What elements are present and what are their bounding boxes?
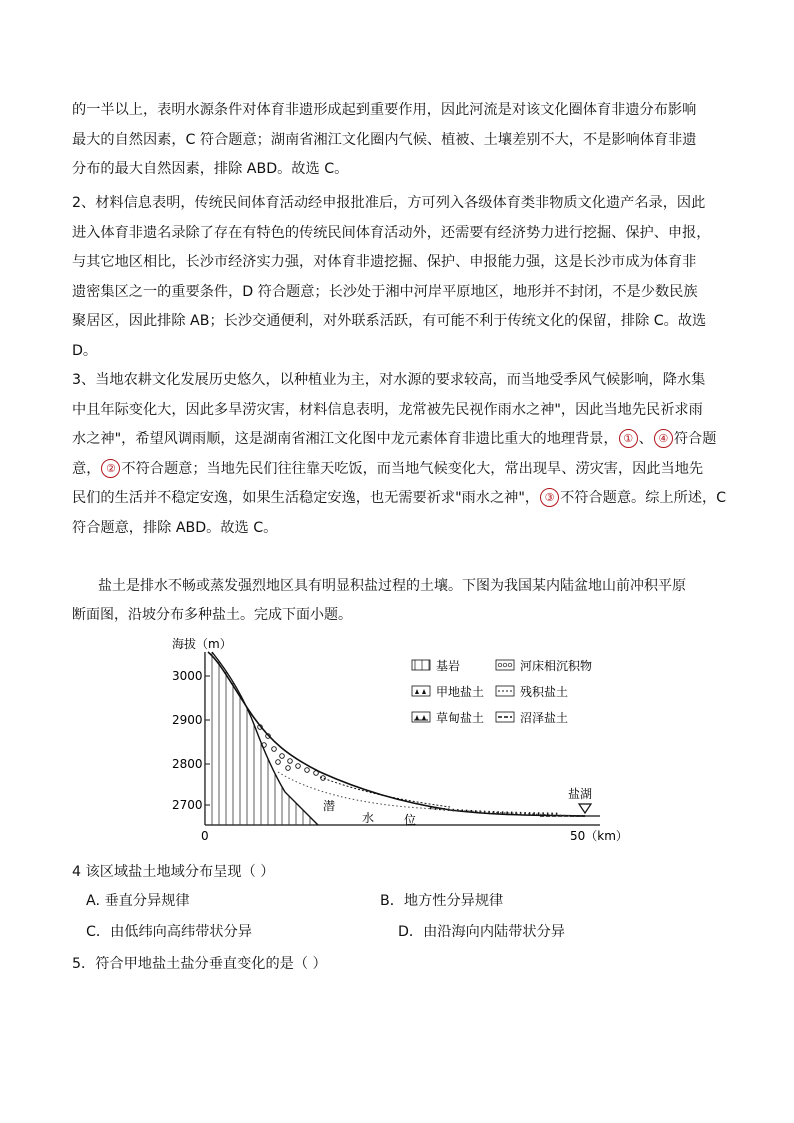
x-tick-label: 0 bbox=[201, 829, 209, 842]
option-a[interactable]: A. 垂直分异规律 bbox=[86, 893, 190, 909]
option-d[interactable]: D．由沿海向内陆带状分异 bbox=[398, 924, 565, 940]
text-line: 3、当地农耕文化发展历史悠久，以种植业为主，对水源的要求较高，而当地受季风气候影响，降水集 bbox=[72, 372, 706, 388]
y-tick-label: 2700 bbox=[172, 798, 203, 812]
text-span: 、 bbox=[638, 431, 653, 447]
legend-swatch-fluvial bbox=[496, 660, 514, 670]
circled-number-2: ② bbox=[101, 459, 120, 478]
y-tick-label: 3000 bbox=[172, 669, 203, 683]
groundwater-label: 水 bbox=[362, 811, 375, 825]
text-line: 2、材料信息表明，传统民间体育活动经申报批准后，方可列入各级体育类非物质文化遗产名录，因此 bbox=[72, 195, 706, 211]
answer-paragraph-3 bbox=[72, 366, 732, 543]
text-span: 符合题 bbox=[673, 431, 717, 447]
diagram-svg bbox=[160, 632, 640, 842]
option-b[interactable]: B．地方性分异规律 bbox=[380, 893, 504, 909]
text-line: D。 bbox=[72, 342, 98, 359]
text-span: 不符合题意；当地先民们往往靠天吃饭，而当地气候变化大，常出现旱、涝灾害，因此当地先 bbox=[121, 460, 704, 477]
circled-number-3: ③ bbox=[540, 488, 559, 507]
circled-number-1: ① bbox=[619, 429, 638, 448]
answer-paragraph-2 bbox=[72, 189, 732, 366]
text-line bbox=[72, 455, 732, 485]
question-5-stem: 5．符合甲地盐土盐分垂直变化的是（ ） bbox=[72, 956, 327, 972]
text-line: 进入体育非遗名录除了存在有特色的传统民间体育活动外，还需要有经济势力进行挖掘、保护、申报， bbox=[72, 224, 711, 241]
legend-swatch-jia bbox=[412, 686, 430, 696]
residual-salt-soil-band bbox=[320, 777, 450, 807]
circled-number-4: ④ bbox=[654, 429, 673, 448]
cross-section-diagram bbox=[160, 632, 640, 842]
legend-label: 残积盐土 bbox=[520, 685, 569, 699]
answer-paragraph-1 bbox=[72, 96, 732, 185]
text-line: 聚居区，因此排除 AB；长沙交通便利，对外联系活跃，有可能不利于传统文化的保留，排除 C。故选 bbox=[72, 313, 707, 329]
text-line: 断面图，沿坡分布多种盐土。完成下面小题。 bbox=[72, 607, 352, 623]
text-span: 意， bbox=[72, 460, 101, 477]
text-line: 的一半以上，表明水源条件对体育非遗形成起到重要作用，因此河流是对该文化圈体育非遗分布影响 bbox=[72, 102, 697, 118]
y-tick-label: 2900 bbox=[172, 713, 203, 727]
groundwater-label: 位 bbox=[404, 813, 417, 827]
text-line bbox=[72, 484, 732, 514]
lake-label: 盐湖 bbox=[568, 787, 593, 801]
y-tick-label: 2800 bbox=[172, 757, 203, 771]
y-axis-label: 海拔（m） bbox=[172, 637, 232, 651]
groundwater-label: 潜 bbox=[323, 799, 336, 813]
text-line: 遗密集区之一的重要条件，D 符合题意；长沙处于湘中河岸平原地区，地形并不封闭，不是少数民族 bbox=[72, 283, 698, 300]
text-line: 中且年际变化大，因此多旱涝灾害，材料信息表明，龙常被先民视作雨水之神"，因此当地先民祈求雨 bbox=[72, 401, 703, 418]
water-level-icon bbox=[579, 804, 591, 813]
bedrock-area bbox=[205, 652, 318, 825]
legend-label: 甲地盐土 bbox=[436, 685, 485, 699]
text-span: 不符合题意。综上所述，C bbox=[560, 490, 727, 506]
text-line: 盐土是排水不畅或蒸发强烈地区具有明显积盐过程的土壤。下图为我国某内陆盆地山前冲积平原 bbox=[98, 578, 686, 594]
option-c[interactable]: C．由低纬向高纬带状分异 bbox=[86, 924, 252, 940]
legend-label: 沼泽盐土 bbox=[520, 711, 569, 725]
question-4-stem: 4 该区域盐土地域分布呈现（ ） bbox=[72, 864, 275, 880]
text-span: 民们的生活并不稳定安逸，如果生活稳定安逸，也无需要祈求"雨水之神"， bbox=[72, 490, 540, 506]
legend-label: 基岩 bbox=[436, 659, 461, 673]
legend-swatch-bedrock bbox=[412, 660, 430, 670]
text-span: 水之神"，希望风调雨顺，这是湖南省湘江文化图中龙元素体育非遗比重大的地理背景， bbox=[72, 431, 618, 447]
legend-label: 草甸盐土 bbox=[436, 711, 485, 725]
question-intro bbox=[72, 572, 732, 630]
text-line: 分布的最大自然因素，排除 ABD。故选 C。 bbox=[72, 161, 349, 177]
legend bbox=[412, 658, 592, 725]
x-tick-label: 50（km） bbox=[570, 829, 628, 842]
text-line: 最大的自然因素，C 符合题意；湖南省湘江文化圈内气候、植被、土壤差别不大，不是影响体育非遗 bbox=[72, 131, 697, 148]
text-line: 与其它地区相比，长沙市经济实力强，对体育非遗挖掘、保护、申报能力强，这是长沙市成为体育非 bbox=[72, 254, 697, 270]
legend-label: 河床相沉积物 bbox=[520, 659, 593, 673]
text-line bbox=[72, 425, 732, 455]
text-line: 符合题意，排除 ABD。故选 C。 bbox=[72, 519, 278, 536]
